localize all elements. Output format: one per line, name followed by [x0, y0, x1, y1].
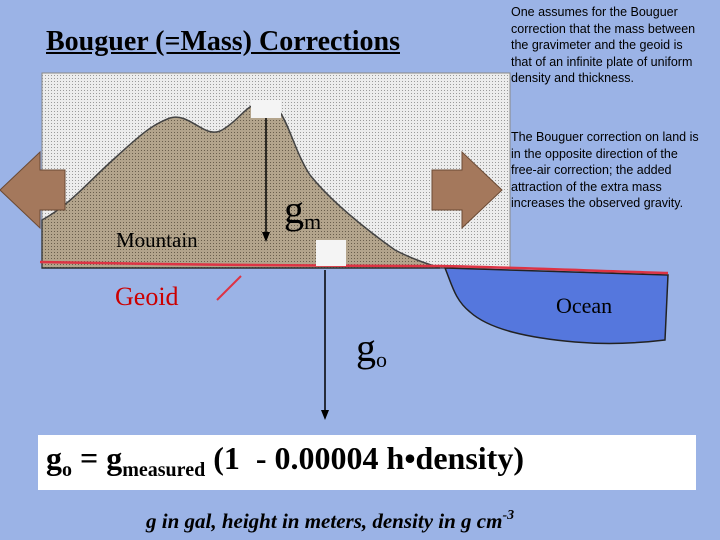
gm-label	[284, 187, 322, 242]
tiny-embedded-image-1	[251, 100, 281, 118]
bouguer-formula	[46, 440, 524, 482]
geoid-pointer	[217, 276, 241, 300]
formula-lhs-sub: o	[62, 459, 72, 481]
note-direction: The Bouguer correction on land is in the opposite direction of the free-air correction; the added attraction of the extra mass increases the observed gravity.	[511, 130, 699, 210]
tiny-embedded-image-2	[316, 240, 346, 266]
go-subscript: o	[376, 347, 387, 372]
geoid-label: Geoid	[115, 282, 179, 311]
units-exponent: -3	[502, 508, 515, 523]
gm-subscript: m	[304, 209, 322, 234]
formula-measured-sub: measured	[122, 459, 206, 481]
formula-measured: g	[106, 440, 123, 476]
formula-rhs: (1 - 0.00004 h•density)	[205, 440, 524, 476]
note-assumption: One assumes for the Bouguer correction that the mass between the gravimeter and the geoid is that of an infinite plate of uniform density and thickness.	[511, 5, 696, 85]
go-arrowhead-icon	[321, 410, 329, 420]
slide-title: Bouguer (=Mass) Corrections	[46, 26, 400, 57]
units-note	[146, 508, 514, 534]
formula-equals: =	[72, 440, 107, 476]
ocean-label: Ocean	[556, 293, 613, 318]
mountain-label: Mountain	[116, 228, 198, 252]
gm-base: g	[284, 187, 304, 232]
go-label	[356, 325, 387, 380]
formula-lhs: g	[46, 440, 62, 476]
units-text: g in gal, height in meters, density in g cm	[146, 509, 503, 533]
go-base: g	[356, 325, 376, 370]
